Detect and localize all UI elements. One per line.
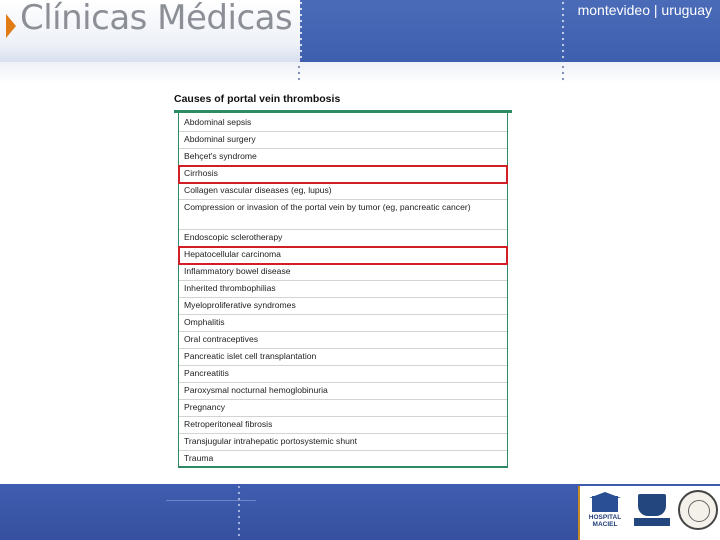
dotted-divider [560, 64, 566, 82]
table-row: Inherited thrombophilias [179, 281, 507, 298]
table-border-bottom [178, 466, 508, 468]
location-label: montevideo | uruguay [577, 2, 712, 18]
dotted-divider [236, 484, 244, 540]
table-row: Omphalitis [179, 315, 507, 332]
hospital-maciel-logo [586, 492, 624, 526]
header-bar [0, 0, 720, 62]
table-row: Myeloproliferative syndromes [179, 298, 507, 315]
faculty-seal-logo [678, 490, 718, 530]
orange-arrow-icon [6, 14, 16, 38]
table-row-highlighted: Cirrhosis [179, 166, 507, 183]
site-title: Clínicas Médicas [20, 0, 293, 38]
table-row: Endoscopic sclerotherapy [179, 230, 507, 247]
seal-center-icon [688, 500, 710, 522]
table-row: Pancreatic islet cell transplantation [179, 349, 507, 366]
dotted-divider [560, 0, 566, 62]
universidad-logo [634, 492, 670, 530]
table-row: Pancreatitis [179, 366, 507, 383]
shield-icon [638, 494, 666, 516]
dotted-divider [298, 0, 304, 62]
hospital-logo-label: HOSPITAL MACIEL [588, 514, 622, 528]
header-subband [0, 62, 720, 84]
table-row: Compression or invasion of the portal vein by tumor (eg, pancreatic cancer) [179, 200, 507, 230]
logo-band [634, 518, 670, 526]
table-header-rule [174, 110, 512, 113]
table-row: Behçet's syndrome [179, 149, 507, 166]
table-row: Retroperitoneal fibrosis [179, 417, 507, 434]
table-rows [179, 115, 507, 468]
title-area [0, 0, 300, 62]
table-title: Causes of portal vein thrombosis [174, 93, 341, 105]
table-row: Pregnancy [179, 400, 507, 417]
table-row: Collagen vascular diseases (eg, lupus) [179, 183, 507, 200]
table-border-right [507, 113, 508, 467]
table-row: Trauma [184, 453, 214, 463]
table-row: Inflammatory bowel disease [179, 264, 507, 281]
table-row-highlighted: Hepatocellular carcinoma [179, 247, 507, 264]
table-row: Transjugular intrahepatic portosystemic shunt [179, 434, 507, 451]
logo-panel [578, 486, 720, 540]
table-row: Oral contraceptives [179, 332, 507, 349]
table-row: Abdominal sepsis [179, 115, 507, 132]
building-icon [592, 496, 618, 512]
dotted-divider [296, 64, 302, 82]
table-row: Paroxysmal nocturnal hemoglobinuria [179, 383, 507, 400]
table-row: Abdominal surgery [179, 132, 507, 149]
causes-table [152, 82, 512, 470]
